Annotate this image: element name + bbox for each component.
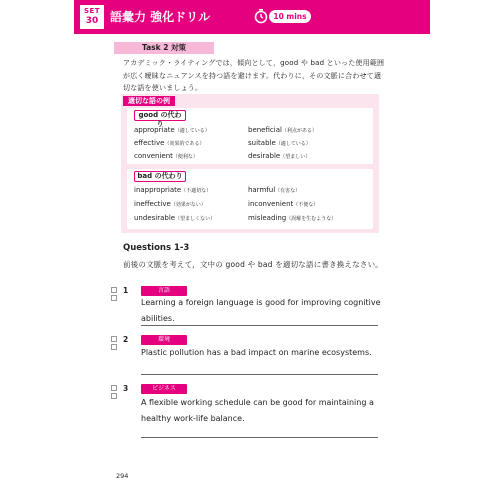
checkbox[interactable]	[111, 287, 117, 293]
question-number: 3	[123, 384, 129, 393]
page-number: 294	[116, 472, 129, 480]
answer-line[interactable]	[141, 325, 378, 326]
question-sentence: Plastic pollution has a bad impact on marine ecosystems.	[141, 348, 372, 357]
clock-icon	[253, 8, 269, 24]
word-item: inappropriate（不適切な）	[134, 186, 212, 194]
word-item: effective（効果的である）	[134, 139, 205, 147]
question-tag: ビジネス	[141, 384, 187, 394]
checkbox[interactable]	[111, 336, 117, 342]
word-item: undesirable（望ましくない）	[134, 214, 216, 222]
checkbox[interactable]	[111, 385, 117, 391]
task-label: Task 2 対策	[114, 42, 214, 54]
set-number: 30	[85, 16, 99, 26]
intro-text: アカデミック・ライティングでは，傾向として，good や bad といった使用範囲が広く曖昧なニュアンスを持つ語を避けます。代わりに，その文脈に合わせて適切な語を使いましょう。	[123, 59, 385, 92]
word-item: beneficial（利点がある）	[248, 126, 317, 134]
checkbox[interactable]	[111, 295, 117, 301]
good-alternatives-panel	[127, 108, 373, 164]
question-sentence: Learning a foreign language is good for improving cognitive abilities.	[141, 298, 381, 323]
question-tag: 言語	[141, 286, 187, 296]
questions-instruction: 前後の文脈を考えて，文中の good や bad を適切な語に書き換えなさい。	[123, 260, 384, 269]
good-panel-title: good の代わり	[134, 110, 186, 121]
question-number: 1	[123, 286, 129, 295]
word-item: harmful（有害な）	[248, 186, 301, 194]
question-number: 2	[123, 335, 129, 344]
examples-title: 適切な語の例	[123, 96, 175, 106]
word-item: ineffective（効果がない）	[134, 200, 206, 208]
time-limit-badge: 10 mins	[269, 10, 311, 23]
checkbox[interactable]	[111, 344, 117, 350]
question-tag: 環境	[141, 335, 187, 345]
word-item: inconvenient（不便な）	[248, 200, 319, 208]
answer-line[interactable]	[141, 437, 378, 438]
set-label: SET	[83, 7, 101, 15]
word-item: misleading（誤解を生むような）	[248, 214, 337, 222]
answer-line[interactable]	[141, 374, 378, 375]
bad-panel-title: bad の代わり	[134, 171, 186, 182]
word-item: suitable（適している）	[248, 139, 311, 147]
set-badge	[80, 5, 104, 29]
word-item: appropriate（適している）	[134, 126, 210, 134]
question-sentence: A flexible working schedule can be good for maintaining a healthy work-life balance.	[141, 398, 374, 423]
word-item: convenient（便利な）	[134, 152, 198, 160]
word-item: desirable（望ましい）	[248, 152, 311, 160]
checkbox[interactable]	[111, 393, 117, 399]
bad-alternatives-panel	[127, 169, 373, 229]
page-title: 語彙力 強化ドリル	[110, 10, 211, 24]
questions-heading: Questions 1-3	[123, 243, 190, 253]
